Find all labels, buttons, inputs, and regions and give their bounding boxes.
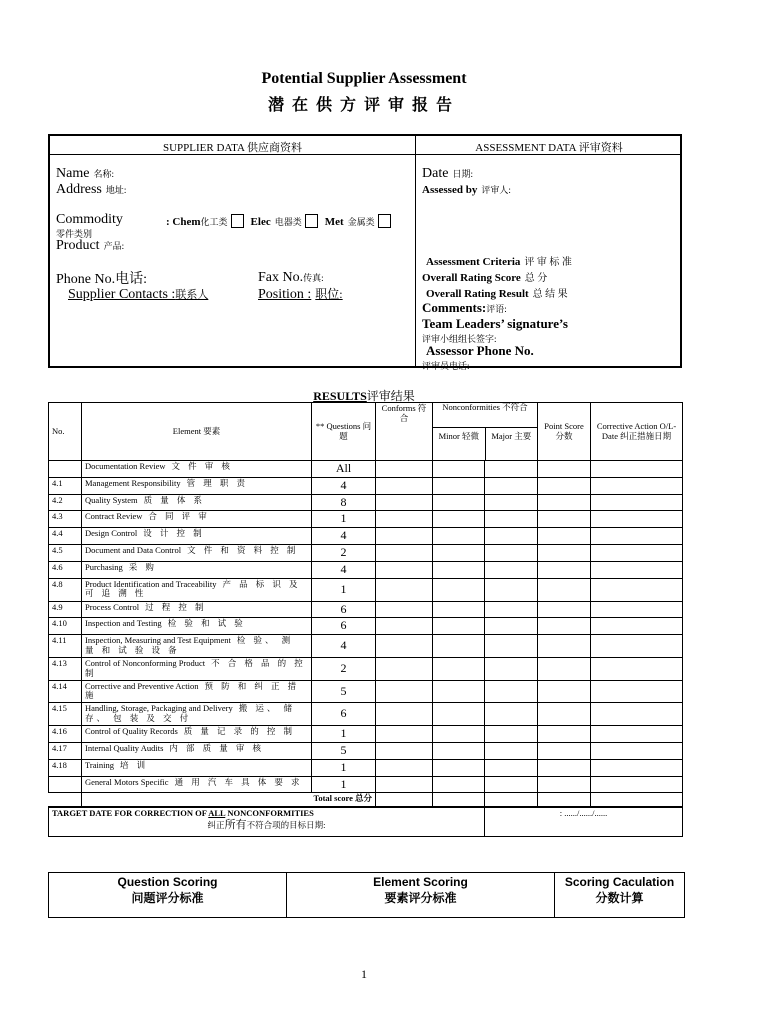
row-element: Inspection and Testing 检 验 和 试 验 bbox=[82, 618, 312, 635]
row-point-score bbox=[538, 578, 591, 601]
row-corrective bbox=[591, 759, 683, 776]
row-point-score bbox=[538, 776, 591, 793]
row-minor bbox=[433, 528, 485, 545]
row-point-score bbox=[538, 703, 591, 726]
row-element: Purchasing 采 购 bbox=[82, 561, 312, 578]
row-minor bbox=[433, 658, 485, 681]
col-corrective: Corrective Action O/L-Date 纠正措施日期 bbox=[591, 403, 683, 461]
table-row bbox=[49, 726, 683, 743]
table-row bbox=[49, 477, 683, 494]
row-conforms bbox=[376, 635, 433, 658]
row-questions: 6 bbox=[312, 618, 376, 635]
row-number: 4.2 bbox=[49, 494, 82, 511]
table-row bbox=[49, 601, 683, 618]
row-point-score bbox=[538, 544, 591, 561]
table-row bbox=[49, 544, 683, 561]
row-major bbox=[485, 618, 538, 635]
name-field: Name 名称: bbox=[56, 166, 114, 181]
row-element: Contract Review 合 同 评 审 bbox=[82, 511, 312, 528]
row-point-score bbox=[538, 680, 591, 703]
row-conforms bbox=[376, 726, 433, 743]
row-major bbox=[485, 477, 538, 494]
row-conforms bbox=[376, 578, 433, 601]
met-checkbox[interactable] bbox=[378, 214, 391, 228]
row-point-score bbox=[538, 759, 591, 776]
scoring-calculation-cell: Scoring Caculation 分数计算 bbox=[555, 873, 685, 918]
row-conforms bbox=[376, 776, 433, 793]
row-conforms bbox=[376, 494, 433, 511]
row-minor bbox=[433, 743, 485, 760]
row-conforms bbox=[376, 759, 433, 776]
row-questions: 4 bbox=[312, 561, 376, 578]
address-field: Address 地址: bbox=[56, 182, 127, 197]
row-element: Control of Quality Records 质 量 记 录 的 控 制 bbox=[82, 726, 312, 743]
row-questions: 2 bbox=[312, 544, 376, 561]
table-row bbox=[49, 578, 683, 601]
row-element: Documentation Review 文 件 审 核 bbox=[82, 461, 312, 478]
row-corrective bbox=[591, 528, 683, 545]
col-minor: Minor 轻微 bbox=[433, 428, 486, 460]
row-corrective bbox=[591, 618, 683, 635]
question-scoring-cell: Question Scoring 问题评分标准 bbox=[49, 873, 287, 918]
row-minor bbox=[433, 759, 485, 776]
col-element: Element 要素 bbox=[82, 403, 312, 461]
document-title: Potential Supplier Assessment bbox=[261, 70, 467, 87]
table-row bbox=[49, 511, 683, 528]
row-element: Management Responsibility 管 理 职 责 bbox=[82, 477, 312, 494]
assessor-phone-field: Assessor Phone No. bbox=[426, 343, 534, 358]
total-score-label: Total score 总分 bbox=[82, 793, 376, 807]
row-major bbox=[485, 680, 538, 703]
row-minor bbox=[433, 461, 485, 478]
row-corrective bbox=[591, 578, 683, 601]
row-major bbox=[485, 776, 538, 793]
row-conforms bbox=[376, 618, 433, 635]
page-number: 1 bbox=[361, 967, 367, 981]
row-element: Training 培 训 bbox=[82, 759, 312, 776]
row-point-score bbox=[538, 658, 591, 681]
row-corrective bbox=[591, 680, 683, 703]
row-number bbox=[49, 776, 82, 793]
team-leader-cn: 评审小组组长签字: bbox=[422, 334, 497, 344]
row-point-score bbox=[538, 743, 591, 760]
overall-score-field: Overall Rating Score 总 分 bbox=[422, 272, 548, 284]
row-corrective bbox=[591, 635, 683, 658]
row-corrective bbox=[591, 511, 683, 528]
row-number: 4.6 bbox=[49, 561, 82, 578]
table-row bbox=[49, 618, 683, 635]
table-row bbox=[49, 635, 683, 658]
target-date-row bbox=[49, 807, 683, 837]
row-corrective bbox=[591, 776, 683, 793]
row-corrective bbox=[591, 461, 683, 478]
table-row bbox=[49, 680, 683, 703]
scoring-table bbox=[48, 872, 685, 918]
row-corrective bbox=[591, 561, 683, 578]
row-element: Product Identification and Traceability 产 品 标 识 及 可 追 溯 性 bbox=[82, 578, 312, 601]
overall-result-field: Overall Rating Result 总 结 果 bbox=[426, 288, 568, 300]
row-minor bbox=[433, 680, 485, 703]
table-row bbox=[49, 494, 683, 511]
row-conforms bbox=[376, 703, 433, 726]
assessor-phone-cn: 评审员电话: bbox=[422, 361, 470, 371]
assessment-data-header: ASSESSMENT DATA 评审资料 bbox=[475, 142, 623, 154]
row-major bbox=[485, 494, 538, 511]
row-conforms bbox=[376, 461, 433, 478]
row-major bbox=[485, 461, 538, 478]
row-number: 4.5 bbox=[49, 544, 82, 561]
supplier-assessment-box bbox=[48, 134, 682, 371]
target-date-value: : ....../....../...... bbox=[485, 807, 683, 837]
row-number: 4.10 bbox=[49, 618, 82, 635]
supplier-contacts-field: Supplier Contacts :联系人 bbox=[68, 287, 209, 302]
row-number: 4.17 bbox=[49, 743, 82, 760]
fax-field: Fax No.传真: bbox=[258, 270, 324, 285]
position-field: Position : 职位: bbox=[258, 287, 343, 302]
row-number: 4.3 bbox=[49, 511, 82, 528]
row-questions: 1 bbox=[312, 759, 376, 776]
row-number: 4.18 bbox=[49, 759, 82, 776]
row-element: Corrective and Preventive Action 预 防 和 纠 正 措 施 bbox=[82, 680, 312, 703]
row-questions: 2 bbox=[312, 658, 376, 681]
row-major bbox=[485, 528, 538, 545]
commodity-options: : Chem化工类 Elec 电器类 Met 金属类 bbox=[166, 212, 394, 230]
row-minor bbox=[433, 511, 485, 528]
row-element: Control of Nonconforming Product 不 合 格 品 的 控 制 bbox=[82, 658, 312, 681]
row-element: Process Control 过 程 控 制 bbox=[82, 601, 312, 618]
row-questions: 1 bbox=[312, 578, 376, 601]
table-row bbox=[49, 658, 683, 681]
row-number: 4.13 bbox=[49, 658, 82, 681]
row-major bbox=[485, 511, 538, 528]
target-date-label: TARGET DATE FOR CORRECTION OF ALL NONCONFORMITIES 纠正所有不符合项的目标日期: bbox=[49, 807, 485, 837]
row-point-score bbox=[538, 477, 591, 494]
row-point-score bbox=[538, 618, 591, 635]
row-element: Inspection, Measuring and Test Equipment 检 验、 测 量 和 试 验 设 备 bbox=[82, 635, 312, 658]
row-point-score bbox=[538, 461, 591, 478]
results-header-row bbox=[49, 403, 683, 461]
row-corrective bbox=[591, 601, 683, 618]
row-conforms bbox=[376, 544, 433, 561]
row-point-score bbox=[538, 635, 591, 658]
table-row bbox=[49, 461, 683, 478]
row-number: 4.9 bbox=[49, 601, 82, 618]
row-major bbox=[485, 544, 538, 561]
row-conforms bbox=[376, 680, 433, 703]
results-body bbox=[49, 461, 683, 793]
row-element: Handling, Storage, Packaging and Delivery 搬 运、 储 存、 包 装 及 交 付 bbox=[82, 703, 312, 726]
table-row bbox=[49, 561, 683, 578]
row-point-score bbox=[538, 494, 591, 511]
col-conforms: Conforms 符合 bbox=[376, 403, 433, 461]
row-questions: 6 bbox=[312, 601, 376, 618]
row-questions: 5 bbox=[312, 743, 376, 760]
row-number: 4.16 bbox=[49, 726, 82, 743]
row-point-score bbox=[538, 561, 591, 578]
row-minor bbox=[433, 601, 485, 618]
row-major bbox=[485, 578, 538, 601]
row-questions: 1 bbox=[312, 726, 376, 743]
row-conforms bbox=[376, 528, 433, 545]
row-conforms bbox=[376, 511, 433, 528]
col-nonconformities: Nonconformities 不符合 Minor 轻微 Major 主要 bbox=[433, 403, 538, 461]
row-major bbox=[485, 561, 538, 578]
row-conforms bbox=[376, 561, 433, 578]
row-major bbox=[485, 703, 538, 726]
supplier-data-header: SUPPLIER DATA 供应商资料 bbox=[162, 142, 303, 154]
row-minor bbox=[433, 578, 485, 601]
chem-checkbox[interactable] bbox=[231, 214, 244, 228]
table-row bbox=[49, 703, 683, 726]
table-row bbox=[49, 776, 683, 793]
row-conforms bbox=[376, 743, 433, 760]
phone-field: Phone No.电话: bbox=[56, 272, 147, 287]
row-major bbox=[485, 658, 538, 681]
results-table bbox=[48, 402, 683, 837]
table-row bbox=[49, 528, 683, 545]
row-major bbox=[485, 635, 538, 658]
row-point-score bbox=[538, 726, 591, 743]
row-element: Quality System 质 量 体 系 bbox=[82, 494, 312, 511]
row-element: General Motors Specific 通 用 汽 车 具 体 要 求 bbox=[82, 776, 312, 793]
col-point-score: Point Score 分数 bbox=[538, 403, 591, 461]
row-number: 4.1 bbox=[49, 477, 82, 494]
table-row bbox=[49, 743, 683, 760]
row-minor bbox=[433, 544, 485, 561]
row-questions: 5 bbox=[312, 680, 376, 703]
row-minor bbox=[433, 776, 485, 793]
row-questions: All bbox=[312, 461, 376, 478]
assessment-criteria-field: Assessment Criteria 评 审 标 准 bbox=[426, 256, 572, 268]
row-number: 4.14 bbox=[49, 680, 82, 703]
row-corrective bbox=[591, 477, 683, 494]
row-number: 4.11 bbox=[49, 635, 82, 658]
col-no: No. bbox=[49, 403, 82, 461]
elec-checkbox[interactable] bbox=[305, 214, 318, 228]
row-major bbox=[485, 601, 538, 618]
row-corrective bbox=[591, 726, 683, 743]
team-leader-field: Team Leaders’ signature’s bbox=[422, 316, 568, 331]
document-title-cn: 潜在供方评审报告 bbox=[267, 97, 460, 114]
col-major: Major 主要 bbox=[491, 431, 532, 441]
results-title: RESULTS评审结果 bbox=[313, 389, 415, 403]
row-element: Design Control 设 计 控 制 bbox=[82, 528, 312, 545]
assessed-by-field: Assessed by 评审人: bbox=[422, 184, 511, 196]
row-corrective bbox=[591, 544, 683, 561]
row-minor bbox=[433, 618, 485, 635]
row-element: Internal Quality Audits 内 部 质 量 审 核 bbox=[82, 743, 312, 760]
row-minor bbox=[433, 494, 485, 511]
row-major bbox=[485, 743, 538, 760]
commodity-field: Commodity bbox=[56, 212, 123, 227]
row-point-score bbox=[538, 511, 591, 528]
row-minor bbox=[433, 561, 485, 578]
row-number: 4.8 bbox=[49, 578, 82, 601]
row-conforms bbox=[376, 477, 433, 494]
row-conforms bbox=[376, 658, 433, 681]
row-questions: 4 bbox=[312, 477, 376, 494]
row-questions: 4 bbox=[312, 528, 376, 545]
row-element: Document and Data Control 文 件 和 资 料 控 制 bbox=[82, 544, 312, 561]
row-number: 4.15 bbox=[49, 703, 82, 726]
total-score-row bbox=[49, 793, 683, 807]
row-questions: 1 bbox=[312, 511, 376, 528]
row-questions: 1 bbox=[312, 776, 376, 793]
row-number bbox=[49, 461, 82, 478]
row-point-score bbox=[538, 601, 591, 618]
row-minor bbox=[433, 635, 485, 658]
row-questions: 4 bbox=[312, 635, 376, 658]
row-corrective bbox=[591, 658, 683, 681]
table-row bbox=[49, 759, 683, 776]
row-questions: 8 bbox=[312, 494, 376, 511]
row-number: 4.4 bbox=[49, 528, 82, 545]
row-minor bbox=[433, 726, 485, 743]
row-corrective bbox=[591, 494, 683, 511]
row-corrective bbox=[591, 743, 683, 760]
product-field: Product 产品: bbox=[56, 238, 125, 253]
row-minor bbox=[433, 703, 485, 726]
row-point-score bbox=[538, 528, 591, 545]
row-major bbox=[485, 726, 538, 743]
row-conforms bbox=[376, 601, 433, 618]
commodity-cn: 零件类别 bbox=[56, 229, 93, 239]
col-questions: ** Questions 问题 bbox=[312, 403, 376, 461]
row-minor bbox=[433, 477, 485, 494]
date-field: Date 日期: bbox=[422, 166, 473, 181]
row-questions: 6 bbox=[312, 703, 376, 726]
row-corrective bbox=[591, 703, 683, 726]
row-major bbox=[485, 759, 538, 776]
comments-field: Comments:评语: bbox=[422, 300, 507, 315]
element-scoring-cell: Element Scoring 要素评分标准 bbox=[287, 873, 555, 918]
